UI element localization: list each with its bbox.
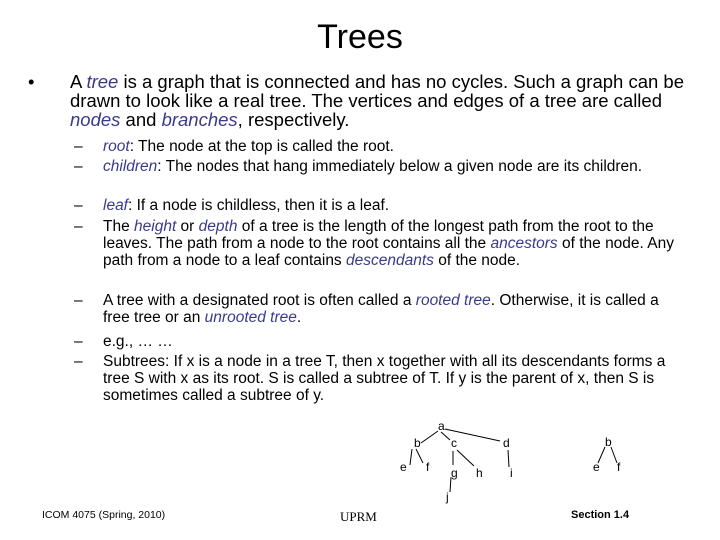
text-run: . Otherwise, it is called a free tree or an: [103, 292, 659, 326]
term-tree: tree: [86, 71, 119, 92]
dash-marker: –: [74, 197, 83, 214]
node-c: c: [451, 436, 457, 450]
term-depth: depth: [198, 218, 238, 235]
term-branches: branches: [161, 109, 238, 130]
dash-marker: –: [74, 138, 83, 155]
sub-text: Subtrees: If x is a node in a tree T, then x together with all its descendants forms a tree S with x as its root. S is called a subtree of T. If y is the parent of x, then S is sometimes called a subtree of y.: [103, 353, 666, 404]
node-j: j: [446, 490, 449, 504]
text-run: A: [70, 71, 87, 92]
term-children: children: [103, 158, 158, 175]
slide-title: Trees: [317, 18, 403, 56]
dash-marker: –: [74, 158, 83, 175]
node-e: e: [400, 460, 407, 474]
text-run: and: [120, 109, 162, 130]
text-run: The: [103, 218, 135, 235]
text-run: : If a node is childless, then it is a leaf.: [128, 197, 390, 214]
text-run: of the node. Any path from a node to a leaf contains: [103, 235, 675, 269]
edge-a-c: [441, 432, 450, 440]
text-run: is a graph that is connected and has no cycles. Such a graph can be drawn to look like a real tree. The vertices and edges of a tree are called: [70, 71, 685, 111]
dash-marker: –: [74, 218, 83, 235]
text-run: of a tree is the length of the longest path from the root to the leaves. The path from a node to the root contains all the: [103, 218, 654, 252]
edge-b-f: [416, 449, 423, 463]
text-run: , respectively.: [237, 109, 350, 130]
node-f: f: [426, 460, 430, 474]
term-leaf: leaf: [103, 197, 128, 214]
text-run: : The node at the top is called the root.: [129, 138, 394, 155]
bullet-marker: •: [28, 71, 35, 92]
edge-d-i: [508, 450, 509, 467]
dash-marker: –: [74, 353, 83, 370]
node-h: h: [476, 466, 483, 480]
edge-c-h: [457, 450, 474, 466]
text-run: of the node.: [433, 252, 521, 269]
subtree-node-f: f: [617, 460, 621, 474]
node-d: d: [503, 436, 510, 450]
term-nodes: nodes: [70, 109, 121, 130]
term-unrooted-tree: unrooted tree: [204, 309, 297, 326]
sub-text: e.g., … …: [103, 333, 173, 350]
text-run: or: [176, 218, 199, 235]
term-height: height: [134, 218, 177, 235]
footer-section: Section 1.4: [571, 509, 630, 521]
subtree-node-e: e: [593, 460, 600, 474]
dash-marker: –: [74, 333, 83, 350]
subtree-node-b: b: [605, 435, 612, 449]
edge-b-e: [410, 449, 412, 465]
text-run: A tree with a designated root is often called a: [103, 292, 416, 309]
node-b: b: [414, 436, 421, 450]
term-rooted-tree: rooted tree: [415, 292, 491, 309]
term-descendants: descendants: [346, 252, 434, 269]
footer-university: UPRM: [340, 509, 377, 524]
node-g: g: [451, 466, 458, 480]
text-run: .: [296, 309, 302, 326]
node-i: i: [510, 466, 513, 480]
node-a: a: [438, 419, 445, 433]
footer-course: ICOM 4075 (Spring, 2010): [42, 509, 166, 521]
term-root: root: [103, 138, 130, 155]
edge-a-b: [421, 431, 438, 443]
dash-marker: –: [74, 292, 83, 309]
term-ancestors: ancestors: [490, 235, 558, 252]
text-run: : The nodes that hang immediately below a given node are its children.: [157, 158, 643, 175]
